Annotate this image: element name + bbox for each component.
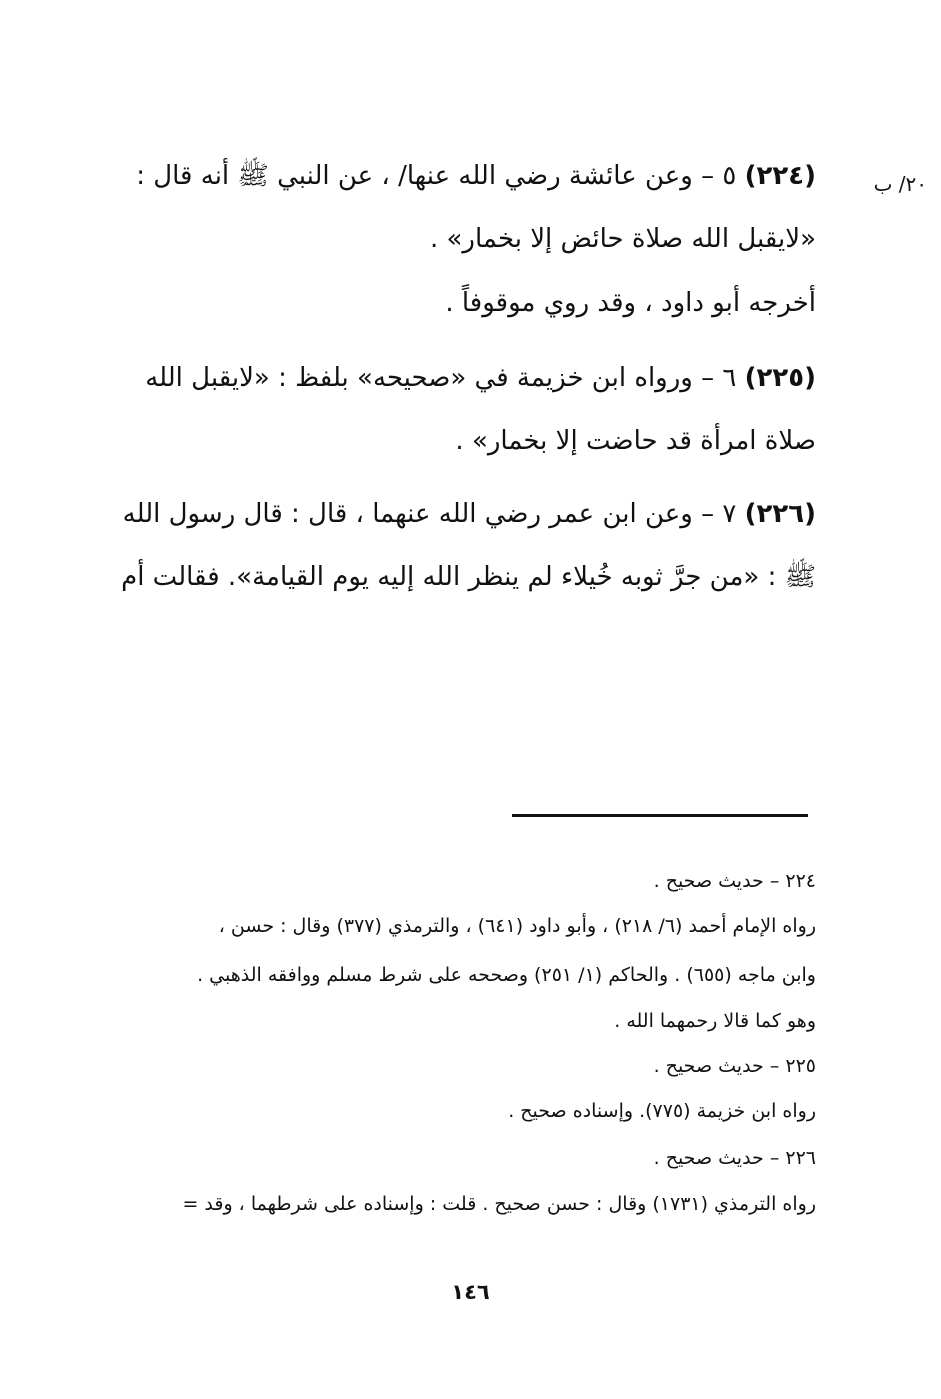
footnote-line: رواه الإمام أحمد (٦/ ٢١٨) ، وأبو داود (٦٤١) ، والترمذي (٣٧٧) وقال : حسن ، bbox=[218, 915, 816, 937]
hadith-226-line-2 bbox=[121, 564, 816, 590]
hadith-text: صلاة امرأة قد حاضت إلا بخمار» . bbox=[455, 426, 816, 456]
hadith-text: ٥ – وعن عائشة رضي الله عنها/ ، عن النبي ﷺ أنه قال : bbox=[136, 161, 737, 191]
hadith-226-line-1 bbox=[123, 501, 816, 527]
hadith-text: ﷺ : «من جرَّ ثوبه خُيلاء لم ينظر الله إليه يوم القيامة». فقالت أم bbox=[121, 562, 816, 592]
hadith-text: ٧ – وعن ابن عمر رضي الله عنهما ، قال : قال رسول الله bbox=[122, 499, 737, 529]
hadith-224-line-2 bbox=[430, 226, 816, 252]
footnote-line: ٢٢٦ – حديث صحيح . bbox=[653, 1147, 816, 1169]
hadith-225-line-1 bbox=[145, 365, 816, 391]
footnote-line: وهو كما قالا رحمهما الله . bbox=[614, 1010, 816, 1032]
footnote-line: وابن ماجه (٦٥٥) . والحاكم (١/ ٢٥١) وصححه على شرط مسلم ووافقه الذهبي . bbox=[197, 964, 816, 986]
page-number: ١٤٦ bbox=[451, 1280, 490, 1304]
hadith-number: (٢٢٤) bbox=[744, 161, 816, 191]
footnote-line: رواه الترمذي (١٧٣١) وقال : حسن صحيح . قلت : وإسناده على شرطهما ، وقد = bbox=[182, 1193, 816, 1215]
hadith-224-line-1 bbox=[136, 163, 816, 189]
hadith-text: أخرجه أبو داود ، وقد روي موقوفاً . bbox=[445, 288, 816, 318]
hadith-text: ٦ – ورواه ابن خزيمة في «صحيحه» بلفظ : «لايقبل الله bbox=[145, 363, 737, 393]
footnote-line: ٢٢٤ – حديث صحيح . bbox=[653, 870, 816, 892]
folio-margin-note: ٢٠/ ب bbox=[873, 172, 927, 196]
hadith-text: «لايقبل الله صلاة حائض إلا بخمار» . bbox=[430, 224, 816, 254]
footnote-line: ٢٢٥ – حديث صحيح . bbox=[653, 1055, 816, 1077]
hadith-number: (٢٢٦) bbox=[744, 499, 816, 529]
footnote-divider bbox=[512, 814, 808, 817]
hadith-224-source bbox=[445, 290, 816, 316]
hadith-number: (٢٢٥) bbox=[744, 363, 816, 393]
footnote-line: رواه ابن خزيمة (٧٧٥). وإسناده صحيح . bbox=[508, 1100, 816, 1122]
hadith-225-line-2 bbox=[455, 428, 816, 454]
